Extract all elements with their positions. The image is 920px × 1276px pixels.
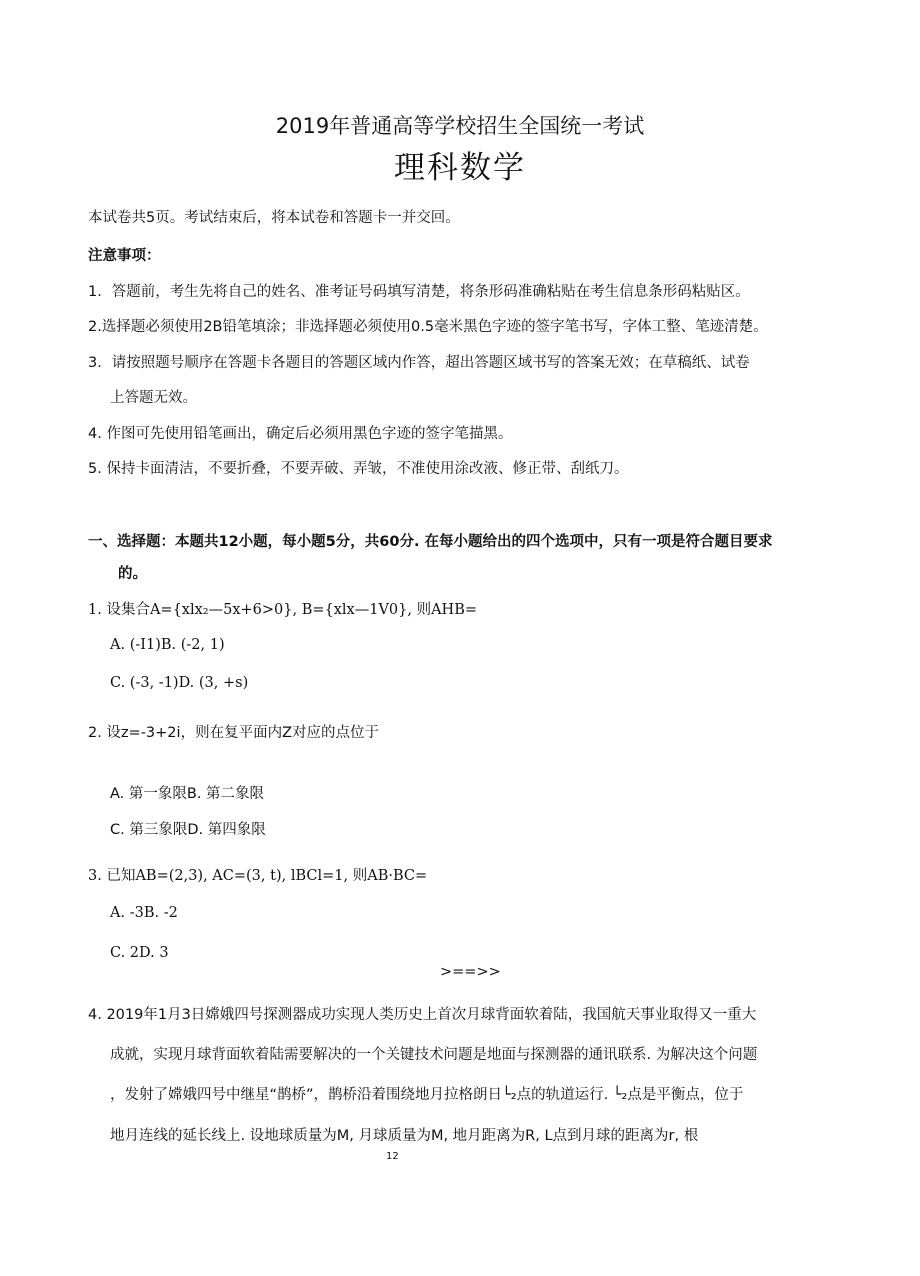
exam-title: 2019年普通高等学校招生全国统一考试 — [275, 114, 645, 138]
question-4-line-4: 地月连线的延长线上. 设地球质量为M, 月球质量为M, 地月距离为R, L点到月球的距离为r, 根 — [110, 1128, 699, 1144]
scan-artifact: >==>> — [440, 964, 501, 980]
note-item-3: 3．请按照题号顺序在答题卡各题目的答题区域内作答，超出答题区域书写的答案无效；在草稿纸、试卷 — [88, 355, 750, 371]
question-3-stem: 3. 已知AB=(2,3), AC=(3, t), lBCl=1, 则AB·BC= — [88, 868, 428, 884]
question-2-stem: 2. 设z=-3+2i，则在复平面内Z对应的点位于 — [88, 725, 379, 741]
question-3-options-ab: A. -3B. -2 — [110, 905, 178, 921]
question-1-options-cd: C. (-3, -1)D. (3, +s) — [110, 675, 249, 691]
section-heading-continued: 的。 — [118, 566, 147, 582]
note-item-2: 2.选择题必须使用2B铅笔填涂；非选择题必须使用0.5毫米黑色字迹的签字笔书写，字体工整、笔迹清楚。 — [88, 319, 768, 335]
subject-title: 理科数学 — [394, 150, 526, 186]
note-item-3-continued: 上答题无效。 — [110, 390, 197, 406]
note-item-5: 5. 保持卡面清洁，不要折叠，不要弄破、弄皱，不准使用涂改液、修正带、刮纸刀。 — [88, 461, 629, 477]
question-2-options-ab: A. 第一象限B. 第二象限 — [110, 786, 265, 802]
question-2-options-cd: C. 第三象限D. 第四象限 — [110, 822, 266, 838]
question-1-options-ab: A. (-I1)B. (-2, 1) — [110, 637, 225, 653]
question-4-line-2: 成就，实现月球背面软着陆需要解决的一个关键技术问题是地面与探测器的通讯联系. 为解决这个问题 — [110, 1047, 758, 1063]
question-3-options-cd: C. 2D. 3 — [110, 945, 169, 961]
notes-heading: 注意事项： — [88, 248, 161, 264]
note-item-1: 1．答题前，考生先将自己的姓名、准考证号码填写清楚，将条形码准确粘贴在考生信息条形码粘贴区。 — [88, 284, 750, 300]
intro-text: 本试卷共5页。考试结束后，将本试卷和答题卡一并交回。 — [88, 210, 460, 226]
note-item-4: 4. 作图可先使用铅笔画出，确定后必须用黑色字迹的签字笔描黑。 — [88, 426, 513, 442]
question-4-line-1: 4. 2019年1月3日嫦娥四号探测器成功实现人类历史上首次月球背面软着陆，我国航天事业取得又一重大 — [88, 1007, 757, 1023]
section-heading: 一、选择题：本题共12小题，每小题5分，共60分. 在每小题给出的四个选项中，只有一项是符合题目要求 — [88, 534, 773, 550]
question-1-stem: 1. 设集合A={xlx₂—5x+6>0}, B={xlx—1V0}, 则AHB= — [88, 602, 478, 618]
question-4-line-3: ，发射了嫦娥四号中继星“鹊桥”，鹊桥沿着围绕地月拉格朗日└₂点的轨道运行. └₂点是平衡点，位于 — [110, 1087, 744, 1103]
question-4-footnote: 12 — [386, 1151, 399, 1162]
